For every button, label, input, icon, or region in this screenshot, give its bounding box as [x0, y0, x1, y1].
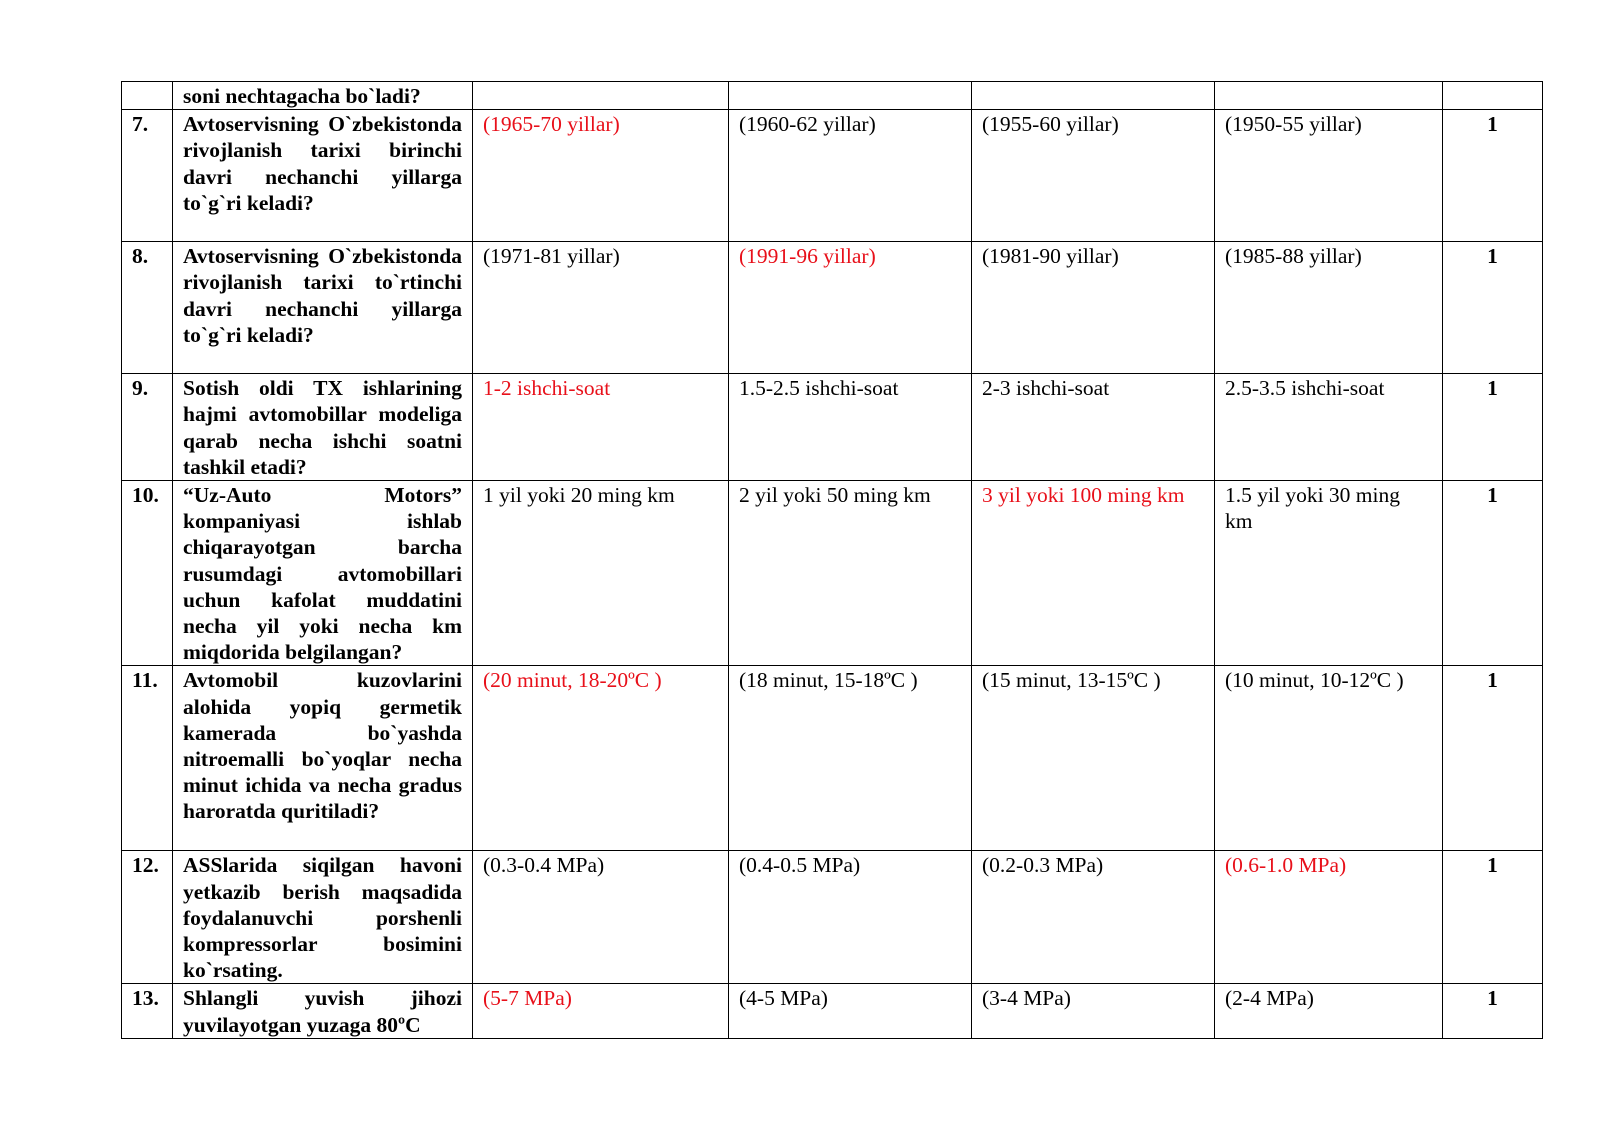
question-text: ASSlarida siqilgan havoni yetkazib berish maqsadida foydalanuvchi porshenli kompressorlar bosimini ko`rsating.	[173, 851, 473, 984]
answer-option-c: (15 minut, 13-15ºC )	[972, 666, 1215, 851]
answer-option-a: (1965-70 yillar)	[473, 110, 729, 242]
answer-option-c: 2-3 ishchi-soat	[972, 374, 1215, 481]
question-table	[121, 81, 1543, 1039]
table-row	[122, 984, 1543, 1038]
table-row	[122, 481, 1543, 666]
question-number: 13.	[122, 984, 173, 1038]
answer-option-a: 1-2 ishchi-soat	[473, 374, 729, 481]
answer-option-d: (10 minut, 10-12ºC )	[1215, 666, 1443, 851]
points-cell: 1	[1443, 666, 1543, 851]
question-text: Avtoservisning O`zbekistonda rivojlanish tarixi birinchi davri nechanchi yillarga to`g`ri keladi?	[173, 110, 473, 242]
points-cell: 1	[1443, 110, 1543, 242]
question-text: “Uz-Auto Motors” kompaniyasi ishlab chiqarayotgan barcha rusumdagi avtomobillari uchun kafolat muddatini necha yil yoki necha km miqdorida belgilangan?	[173, 481, 473, 666]
answer-option-a: (0.3-0.4 MPa)	[473, 851, 729, 984]
answer-option-b: (1991-96 yillar)	[729, 242, 972, 374]
question-number: 9.	[122, 374, 173, 481]
answer-option-d	[1215, 82, 1443, 110]
table-row	[122, 110, 1543, 242]
question-number: 12.	[122, 851, 173, 984]
answer-option-b: 2 yil yoki 50 ming km	[729, 481, 972, 666]
table-row	[122, 82, 1543, 110]
answer-option-b: (18 minut, 15-18ºC )	[729, 666, 972, 851]
question-number	[122, 82, 173, 110]
question-number: 7.	[122, 110, 173, 242]
question-number: 8.	[122, 242, 173, 374]
answer-option-d: (1950-55 yillar)	[1215, 110, 1443, 242]
points-cell: 1	[1443, 984, 1543, 1038]
points-cell	[1443, 82, 1543, 110]
answer-option-a: (5-7 MPa)	[473, 984, 729, 1038]
question-text: Avtoservisning O`zbekistonda rivojlanish tarixi to`rtinchi davri nechanchi yillarga to`g`ri keladi?	[173, 242, 473, 374]
answer-option-b: 1.5-2.5 ishchi-soat	[729, 374, 972, 481]
answer-option-a: 1 yil yoki 20 ming km	[473, 481, 729, 666]
points-cell: 1	[1443, 481, 1543, 666]
answer-option-c: (1955-60 yillar)	[972, 110, 1215, 242]
table-row	[122, 242, 1543, 374]
answer-option-a: (1971-81 yillar)	[473, 242, 729, 374]
question-number: 10.	[122, 481, 173, 666]
answer-option-a	[473, 82, 729, 110]
answer-option-c	[972, 82, 1215, 110]
question-text: Sotish oldi TX ishlarining hajmi avtomobillar modeliga qarab necha ishchi soatni tashkil etadi?	[173, 374, 473, 481]
question-text: Shlangli yuvish jihozi yuvilayotgan yuzaga 80ºC	[173, 984, 473, 1038]
answer-option-c: 3 yil yoki 100 ming km	[972, 481, 1215, 666]
answer-option-b: (1960-62 yillar)	[729, 110, 972, 242]
points-cell: 1	[1443, 374, 1543, 481]
question-text: Avtomobil kuzovlarini alohida yopiq germetik kamerada bo`yashda nitroemalli bo`yoqlar necha minut ichida va necha gradus haroratda quritiladi?	[173, 666, 473, 851]
answer-option-a: (20 minut, 18-20ºC )	[473, 666, 729, 851]
table-row	[122, 374, 1543, 481]
points-cell: 1	[1443, 242, 1543, 374]
answer-option-c: (3-4 MPa)	[972, 984, 1215, 1038]
answer-option-d: (0.6-1.0 MPa)	[1215, 851, 1443, 984]
table-row	[122, 851, 1543, 984]
table-row	[122, 666, 1543, 851]
answer-option-c: (0.2-0.3 MPa)	[972, 851, 1215, 984]
answer-option-d: (1985-88 yillar)	[1215, 242, 1443, 374]
answer-option-d: 2.5-3.5 ishchi-soat	[1215, 374, 1443, 481]
answer-option-d: (2-4 MPa)	[1215, 984, 1443, 1038]
question-number: 11.	[122, 666, 173, 851]
answer-option-c: (1981-90 yillar)	[972, 242, 1215, 374]
answer-option-b	[729, 82, 972, 110]
question-text: soni nechtagacha bo`ladi?	[173, 82, 473, 110]
points-cell: 1	[1443, 851, 1543, 984]
answer-option-d: 1.5 yil yoki 30 ming km	[1215, 481, 1443, 666]
answer-option-b: (4-5 MPa)	[729, 984, 972, 1038]
answer-option-b: (0.4-0.5 MPa)	[729, 851, 972, 984]
